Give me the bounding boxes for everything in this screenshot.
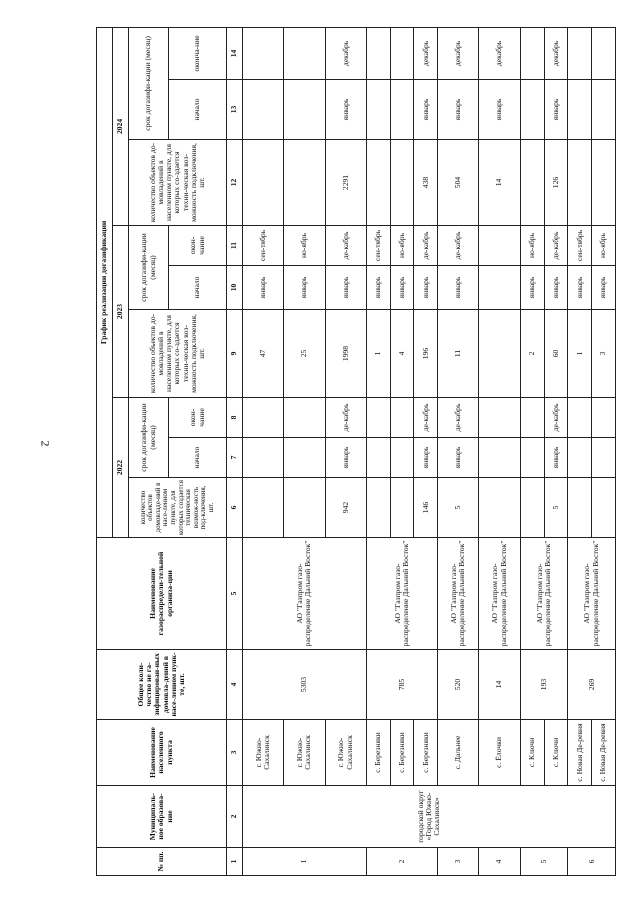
- header-2024-term: срок догазифи-кации (месяц): [129, 27, 169, 139]
- cell-c10: январь: [390, 266, 414, 310]
- cell-c7: [479, 438, 520, 478]
- cell-c14: декабрь: [438, 27, 479, 79]
- cell-settlement: с. Березняки: [366, 720, 390, 786]
- cell-c10: январь: [568, 266, 592, 310]
- cell-c13: январь: [325, 80, 366, 140]
- col-number: 4: [227, 650, 243, 720]
- cell-c13: январь: [414, 80, 438, 140]
- cell-c8: [520, 398, 544, 438]
- cell-c11: де-кабрь: [325, 226, 366, 266]
- cell-c13: январь: [479, 80, 520, 140]
- cell-c8: де-кабрь: [544, 398, 568, 438]
- cell-c14: [243, 27, 284, 79]
- cell-total: 785: [366, 650, 437, 720]
- cell-c11: де-кабрь: [544, 226, 568, 266]
- cell-c6: 5: [544, 478, 568, 538]
- cell-c14: декабрь: [325, 27, 366, 79]
- header-year-2024: 2024: [113, 27, 129, 225]
- cell-c12: 14: [479, 140, 520, 226]
- cell-total: 14: [479, 650, 520, 720]
- header-2024-start: начало: [169, 80, 227, 140]
- cell-c9: 25: [284, 310, 325, 398]
- cell-c12: [243, 140, 284, 226]
- header-2022-count: количество объектов домовладе-ний в насе-ленном пункте, для которых создается техническая возмож-ность под-ключения, шт.: [129, 478, 227, 538]
- cell-c12: 126: [544, 140, 568, 226]
- col-number: 1: [227, 848, 243, 876]
- cell-c6: [366, 478, 390, 538]
- cell-c12: 438: [414, 140, 438, 226]
- table-row: [390, 27, 414, 875]
- cell-c9: 3: [592, 310, 616, 398]
- cell-c10: январь: [366, 266, 390, 310]
- cell-c6: 5: [438, 478, 479, 538]
- cell-c14: [390, 27, 414, 79]
- header-settlement: Наименование населенного пункта: [97, 720, 227, 786]
- cell-num: 2: [366, 848, 437, 876]
- cell-c6: [390, 478, 414, 538]
- col-number: 14: [227, 27, 243, 79]
- column-number-row: [227, 27, 243, 875]
- cell-c13: [366, 80, 390, 140]
- cell-c7: январь: [414, 438, 438, 478]
- cell-c8: [243, 398, 284, 438]
- cell-c12: 2291: [325, 140, 366, 226]
- cell-org: АО "Газпром газо-распределение Дальний Восток": [520, 538, 568, 650]
- cell-c13: январь: [544, 80, 568, 140]
- col-number: 7: [227, 438, 243, 478]
- cell-c12: [592, 140, 616, 226]
- cell-c9: 1: [568, 310, 592, 398]
- cell-c8: [284, 398, 325, 438]
- cell-c9: 47: [243, 310, 284, 398]
- cell-c9: 1998: [325, 310, 366, 398]
- col-number: 8: [227, 398, 243, 438]
- header-org: Наименование газораспредели-тельной организа-ции: [97, 538, 227, 650]
- rotated-table-wrapper: [96, 28, 616, 876]
- cell-c9: 60: [544, 310, 568, 398]
- cell-c6: [520, 478, 544, 538]
- cell-c7: [243, 438, 284, 478]
- cell-c11: де-кабрь: [414, 226, 438, 266]
- cell-settlement: с. Ёлочки: [479, 720, 520, 786]
- cell-c13: [390, 80, 414, 140]
- cell-c14: декабрь: [414, 27, 438, 79]
- cell-c8: [479, 398, 520, 438]
- table-body: [243, 27, 616, 875]
- cell-c12: [366, 140, 390, 226]
- cell-c14: декабрь: [479, 27, 520, 79]
- cell-total: 269: [568, 650, 616, 720]
- table-row: [592, 27, 616, 875]
- cell-num: 3: [438, 848, 479, 876]
- col-number: 9: [227, 310, 243, 398]
- cell-c12: [520, 140, 544, 226]
- cell-c11: де-кабрь: [438, 226, 479, 266]
- cell-c7: январь: [325, 438, 366, 478]
- col-number: 11: [227, 226, 243, 266]
- cell-num: 1: [243, 848, 367, 876]
- cell-c10: январь: [325, 266, 366, 310]
- table-row: [438, 27, 479, 875]
- cell-c11: сен-тябрь: [568, 226, 592, 266]
- cell-c7: [390, 438, 414, 478]
- header-num: № пп.: [97, 848, 227, 876]
- header-2023-term: срок догазифи-кации (месяц): [129, 226, 169, 310]
- cell-c6: [479, 478, 520, 538]
- cell-num: 6: [568, 848, 616, 876]
- cell-c10: январь: [243, 266, 284, 310]
- header-total: Общее коли-чество не га-зифицирован-ных домовла-дений в насе-ленном пунк-те, шт.: [97, 650, 227, 720]
- cell-c13: [284, 80, 325, 140]
- cell-settlement: г. Южно-Сахалинск: [284, 720, 325, 786]
- cell-c14: [568, 27, 592, 79]
- header-2023-start: начало: [169, 266, 227, 310]
- cell-c11: но-ябрь: [284, 226, 325, 266]
- cell-settlement: с. Березняки: [414, 720, 438, 786]
- cell-c9: 2: [520, 310, 544, 398]
- cell-c6: [592, 478, 616, 538]
- cell-c7: [366, 438, 390, 478]
- cell-c10: январь: [414, 266, 438, 310]
- cell-org: АО "Газпром газо-распределение Дальний Восток": [366, 538, 437, 650]
- cell-c10: январь: [520, 266, 544, 310]
- col-number: 2: [227, 786, 243, 848]
- gasification-schedule-table: [96, 27, 616, 876]
- header-2023-end: окон-чание: [169, 226, 227, 266]
- cell-c13: [243, 80, 284, 140]
- cell-c14: [366, 27, 390, 79]
- cell-c6: [568, 478, 592, 538]
- header-2022-term: срок догазифи-кации (месяц): [129, 398, 169, 478]
- cell-num: 4: [479, 848, 520, 876]
- cell-c10: январь: [284, 266, 325, 310]
- cell-c10: [479, 266, 520, 310]
- cell-c6: [243, 478, 284, 538]
- cell-c8: [568, 398, 592, 438]
- header-2024-end: оконча-ние: [169, 27, 227, 79]
- header-2024-count: количество объектов до-мовладений в населенном пункте, для которых со-здается техни-ческая воз-можность подключения, шт.: [129, 140, 227, 226]
- table-row: [325, 27, 366, 875]
- cell-c7: [568, 438, 592, 478]
- cell-c14: [520, 27, 544, 79]
- cell-total: 520: [438, 650, 479, 720]
- cell-settlement: с. Березняки: [390, 720, 414, 786]
- cell-municipality: городской округ «Город Южно-Сахалинск»: [243, 786, 616, 848]
- cell-settlement: г. Южно-Сахалинск: [325, 720, 366, 786]
- cell-org: АО "Газпром газо-распределение Дальний Восток": [438, 538, 479, 650]
- header-schedule: График реализации догазификации: [97, 27, 113, 537]
- cell-c10: январь: [438, 266, 479, 310]
- cell-settlement: с. Новая Де-ревня: [592, 720, 616, 786]
- cell-c12: [390, 140, 414, 226]
- header-year-2022: 2022: [113, 398, 129, 538]
- cell-c9: 4: [390, 310, 414, 398]
- table-row: [243, 27, 284, 875]
- col-number: 12: [227, 140, 243, 226]
- header-2022-end: окон-чание: [169, 398, 227, 438]
- cell-c7: январь: [544, 438, 568, 478]
- cell-c14: декабрь: [544, 27, 568, 79]
- table-row: [414, 27, 438, 875]
- table-row: [284, 27, 325, 875]
- col-number: 6: [227, 478, 243, 538]
- cell-c8: [592, 398, 616, 438]
- cell-settlement: с. Ключи: [544, 720, 568, 786]
- cell-c6: 942: [325, 478, 366, 538]
- col-number: 13: [227, 80, 243, 140]
- col-number: 3: [227, 720, 243, 786]
- cell-c11: но-ябрь: [592, 226, 616, 266]
- cell-c6: [284, 478, 325, 538]
- table-row: [520, 27, 544, 875]
- col-number: 5: [227, 538, 243, 650]
- cell-c12: [568, 140, 592, 226]
- cell-c10: январь: [544, 266, 568, 310]
- cell-c11: сен-тябрь: [243, 226, 284, 266]
- cell-org: АО "Газпром газо-распределение Дальний Восток": [568, 538, 616, 650]
- cell-c10: январь: [592, 266, 616, 310]
- cell-c9: [479, 310, 520, 398]
- cell-total: 5303: [243, 650, 367, 720]
- table-row: [544, 27, 568, 875]
- cell-c7: январь: [438, 438, 479, 478]
- cell-settlement: с. Дальнее: [438, 720, 479, 786]
- cell-c11: сен-тябрь: [366, 226, 390, 266]
- cell-c9: 11: [438, 310, 479, 398]
- header-municipality: Муниципаль-ное образова-ние: [97, 786, 227, 848]
- table-row: [479, 27, 520, 875]
- cell-c7: [284, 438, 325, 478]
- table-row: [366, 27, 390, 875]
- cell-c8: [366, 398, 390, 438]
- cell-num: 5: [520, 848, 568, 876]
- cell-c12: 504: [438, 140, 479, 226]
- cell-c7: [592, 438, 616, 478]
- cell-c9: 196: [414, 310, 438, 398]
- cell-c8: де-кабрь: [438, 398, 479, 438]
- cell-c14: [284, 27, 325, 79]
- cell-c11: но-ябрь: [520, 226, 544, 266]
- header-2022-start: начало: [169, 438, 227, 478]
- col-number: 10: [227, 266, 243, 310]
- cell-c8: [390, 398, 414, 438]
- cell-c13: январь: [438, 80, 479, 140]
- cell-total: 193: [520, 650, 568, 720]
- cell-c12: [284, 140, 325, 226]
- cell-org: АО "Газпром газо-распределение Дальний Восток": [479, 538, 520, 650]
- cell-org: АО "Газпром газо-распределение Дальний Восток": [243, 538, 367, 650]
- cell-settlement: с. Ключи: [520, 720, 544, 786]
- cell-c13: [592, 80, 616, 140]
- cell-c13: [520, 80, 544, 140]
- cell-c14: [592, 27, 616, 79]
- cell-c11: [479, 226, 520, 266]
- cell-settlement: с. Новая Де-ревня: [568, 720, 592, 786]
- cell-c7: [520, 438, 544, 478]
- cell-c13: [568, 80, 592, 140]
- page-number: 2: [38, 440, 53, 447]
- cell-settlement: г. Южно-Сахалинск: [243, 720, 284, 786]
- cell-c9: 1: [366, 310, 390, 398]
- table-header: [97, 27, 243, 875]
- header-2023-count: количество объектов до-мовладений в населенном пункте, для которых со-здается техни-ческая воз-можность подключения, шт.: [129, 310, 227, 398]
- cell-c8: де-кабрь: [414, 398, 438, 438]
- cell-c11: но-ябрь: [390, 226, 414, 266]
- cell-c8: де-кабрь: [325, 398, 366, 438]
- table-row: [568, 27, 592, 875]
- cell-c6: 146: [414, 478, 438, 538]
- header-year-2023: 2023: [113, 226, 129, 398]
